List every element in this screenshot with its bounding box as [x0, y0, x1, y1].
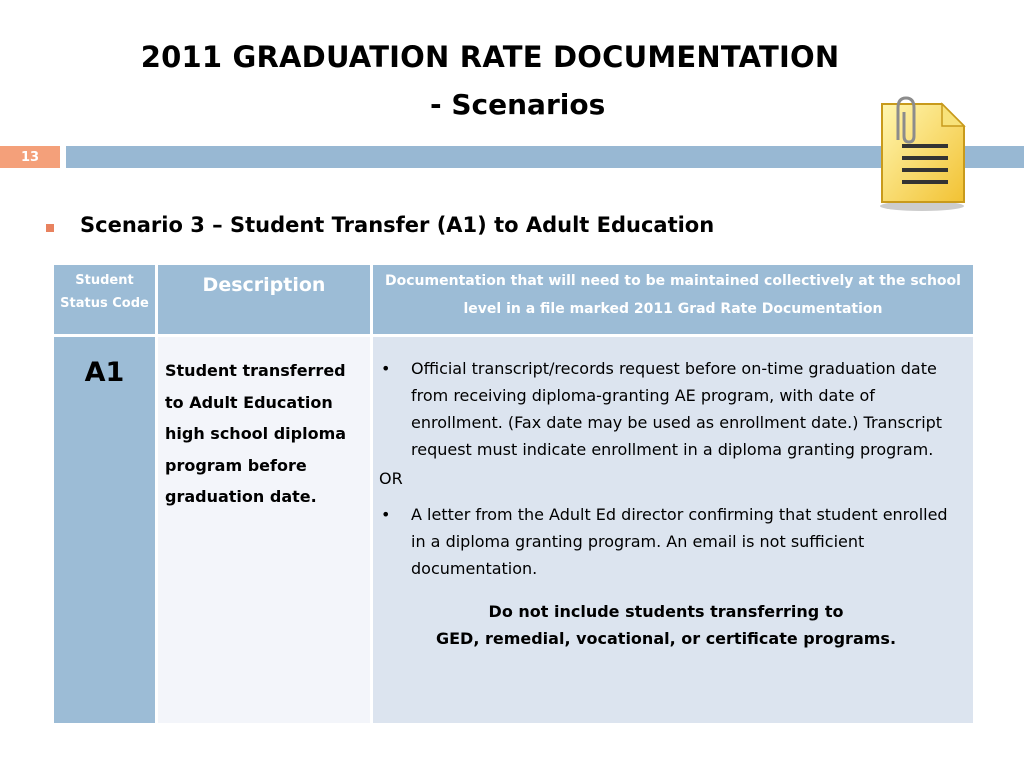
slide-subtitle: - Scenarios: [430, 88, 606, 121]
description-line: to Adult Education: [165, 392, 333, 412]
scenario-heading: Scenario 3 – Student Transfer (A1) to Adult Education: [80, 213, 715, 237]
slide-number: 13: [0, 146, 60, 168]
table-row: [53, 336, 975, 725]
header-status-code-line2: Status Code: [60, 296, 149, 311]
bullet-dot: •: [381, 359, 391, 378]
status-code-cell: A1: [53, 336, 157, 725]
documentation-bullet-1: [379, 355, 965, 463]
exclusion-note-line2: GED, remedial, vocational, or certificate programs.: [435, 629, 897, 648]
bullet-marker: [46, 224, 54, 232]
header-documentation-line2: level in a file marked 2011 Grad Rate Documentation: [463, 301, 883, 317]
or-separator: OR: [379, 469, 403, 488]
document-paperclip-icon: [870, 96, 974, 214]
header-description: Description: [157, 264, 372, 336]
description-line: graduation date.: [165, 487, 317, 506]
documentation-bullet-2: [379, 501, 965, 582]
exclusion-note-line1: Do not include students transferring to: [488, 602, 844, 621]
header-documentation: [372, 264, 975, 336]
header-status-code: [53, 264, 157, 336]
description-line: program before: [165, 455, 307, 475]
description-line: Student transferred: [165, 361, 346, 380]
header-documentation-line1: Documentation that will need to be maintained collectively at the school: [385, 273, 961, 289]
slide-title: 2011 GRADUATION RATE DOCUMENTATION: [140, 40, 840, 74]
table-header-row: [53, 264, 975, 336]
bullet-dot: •: [381, 505, 391, 524]
exclusion-note: [379, 598, 965, 652]
documentation-cell: [372, 336, 975, 725]
description-line: high school diploma: [165, 424, 347, 443]
documentation-bullet-text: A letter from the Adult Ed director confirming that student enrolled in a diploma granting program. An email is not sufficient documentation.: [411, 505, 948, 578]
documentation-table: [51, 262, 976, 726]
description-cell: [157, 336, 372, 725]
header-status-code-line1: Student: [75, 273, 134, 288]
documentation-bullet-text: Official transcript/records request before on-time graduation date from receiving diploma-granting AE program, with date of enrollment. (Fax date may be used as enrollment date.) Transcript request must indicate enrollment in a diploma granting program.: [411, 359, 943, 459]
